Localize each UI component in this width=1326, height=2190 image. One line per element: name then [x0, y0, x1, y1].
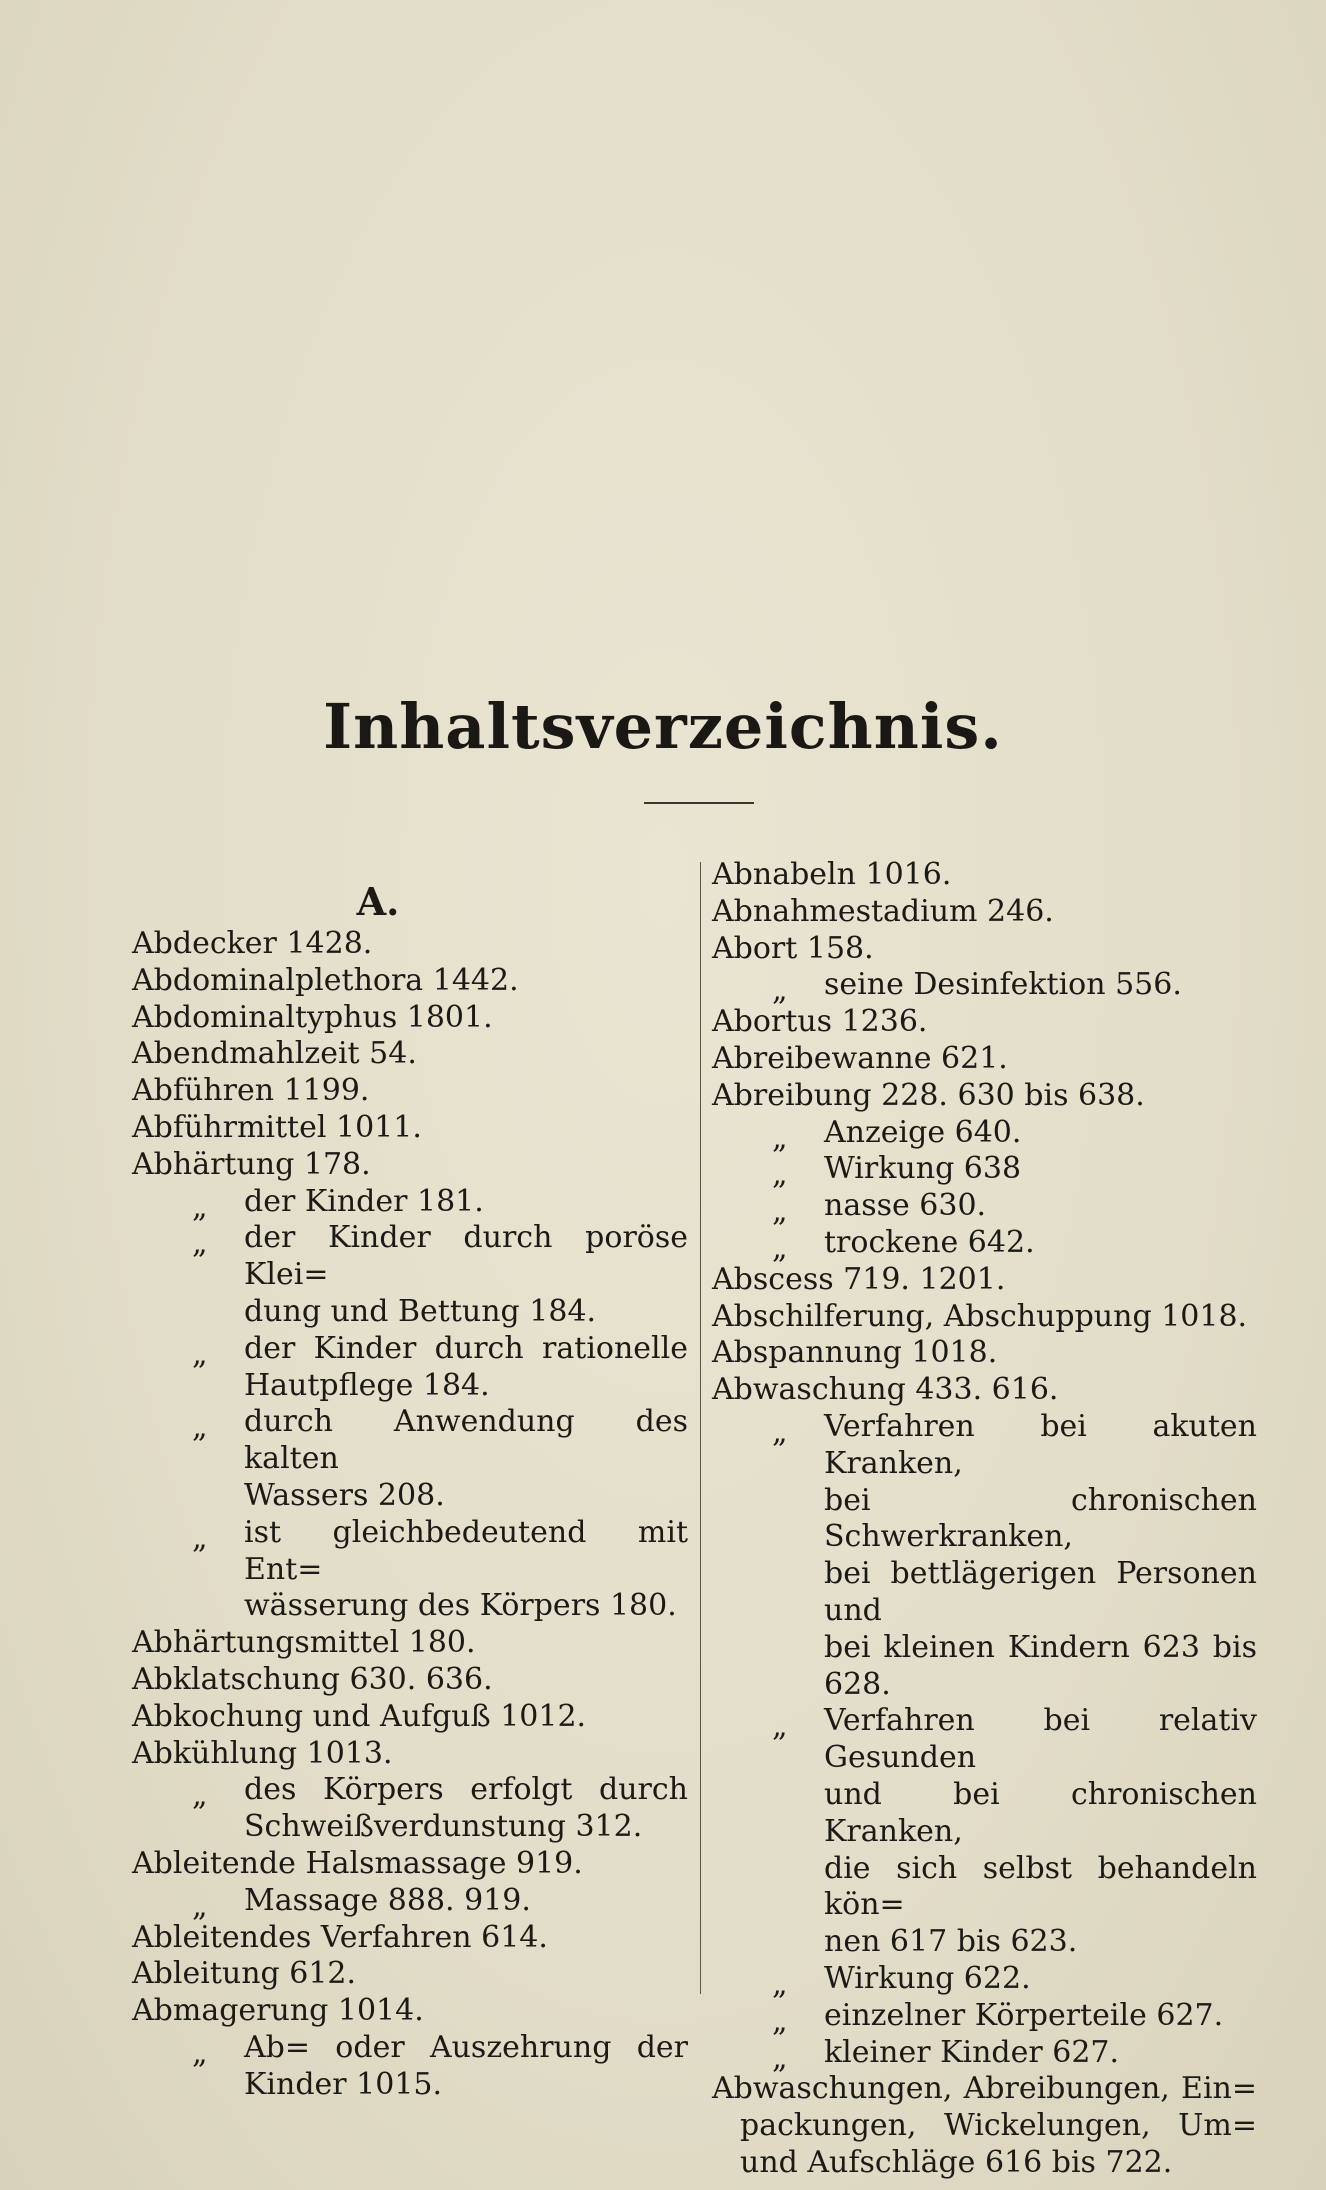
index-entry: Abschilferung, Abschuppung 1018. — [712, 1298, 1248, 1334]
index-subentry — [132, 1220, 688, 1330]
ditto-mark: „ — [192, 1226, 208, 1262]
subentry-line: Verfahren bei akuten Kranken, — [824, 1408, 1257, 1481]
index-subentry — [712, 1703, 1257, 1961]
index-entry: Abkühlung 1013. — [132, 1735, 393, 1771]
index-entry: Ableitende Halsmassage 919. — [132, 1845, 583, 1881]
entry-line: und Aufschläge 616 bis 722. — [740, 2144, 1173, 2180]
index-entry: Abdominaltyphus 1801. — [132, 999, 493, 1035]
index-subentry — [132, 1882, 688, 1924]
index-entry: Abhärtung 178. — [132, 1146, 371, 1182]
index-subentry — [132, 1515, 688, 1625]
index-subentry — [712, 1224, 1257, 1266]
subentry-line: Wirkung 638 — [824, 1151, 1022, 1187]
index-subentry — [712, 1188, 1257, 1230]
index-subentry — [712, 1114, 1257, 1156]
index-subentry — [712, 2034, 1257, 2076]
index-column-right — [712, 857, 1257, 2182]
index-subentry — [132, 2030, 688, 2104]
index-subentry — [712, 967, 1257, 1009]
index-subentry — [712, 1151, 1257, 1193]
ditto-mark: „ — [772, 1414, 788, 1450]
page-title: Inhaltsverzeichnis. — [323, 690, 1003, 763]
index-entry: Abwaschung 433. 616. — [712, 1372, 1059, 1408]
ditto-mark: „ — [772, 1966, 788, 2002]
index-entry: Abscess 719. 1201. — [712, 1261, 1006, 1297]
ditto-mark: „ — [192, 1410, 208, 1446]
entry-line: Abwaschungen, Abreibungen, Ein= — [712, 2071, 1257, 2107]
index-entry: Abnabeln 1016. — [712, 857, 952, 892]
index-entry: Abdecker 1428. — [132, 926, 373, 961]
subentry-line: bei chronischen Schwerkranken, — [824, 1482, 1257, 1555]
index-entry: Abreibung 228. 630 bis 638. — [712, 1077, 1145, 1113]
subentry-line: der Kinder 181. — [244, 1183, 484, 1219]
subentry-line: Ab= oder Auszehrung der — [244, 2029, 688, 2065]
subentry-line: durch Anwendung des kalten — [244, 1404, 688, 1477]
subentry-line: trockene 642. — [824, 1224, 1035, 1260]
subentry-line: 628. — [824, 1666, 891, 1702]
subentry-line: kleiner Kinder 627. — [824, 2034, 1120, 2070]
ditto-mark: „ — [772, 2040, 788, 2076]
ditto-mark: „ — [772, 973, 788, 1009]
subentry-line: der Kinder durch poröse Klei= — [244, 1220, 688, 1293]
subentry-line: die sich selbst behandeln kön= — [824, 1850, 1257, 1923]
subentry-line: Anzeige 640. — [824, 1114, 1022, 1150]
index-entry: Abortus 1236. — [712, 1004, 928, 1040]
index-subentry — [712, 1409, 1257, 1703]
ditto-mark: „ — [772, 1120, 788, 1156]
index-entry-multiline — [712, 2071, 1257, 2181]
column-divider — [700, 862, 701, 1994]
subentry-line: seine Desinfektion 556. — [824, 967, 1182, 1003]
index-subentry — [132, 1331, 688, 1405]
index-entry: Abreibewanne 621. — [712, 1040, 1008, 1076]
ditto-mark: „ — [192, 1189, 208, 1225]
index-entry: Abmagerung 1014. — [132, 1993, 424, 2029]
subentry-line: Schweißverdunstung 312. — [244, 1809, 643, 1845]
subentry-line: Hautpflege 184. — [244, 1367, 490, 1403]
index-entry: Abführmittel 1011. — [132, 1109, 422, 1145]
ditto-mark: „ — [192, 1888, 208, 1924]
ditto-mark: „ — [772, 1230, 788, 1266]
index-entry: Ableitendes Verfahren 614. — [132, 1919, 548, 1955]
subentry-line: ist gleichbedeutend mit Ent= — [244, 1514, 688, 1587]
ditto-mark: „ — [192, 2035, 208, 2071]
index-subentry — [132, 1404, 688, 1514]
index-column-left — [132, 878, 688, 2104]
ditto-mark: „ — [772, 1194, 788, 1230]
title-rule — [644, 802, 754, 804]
index-entry: Ableitung 612. — [132, 1956, 357, 1992]
ditto-mark: „ — [192, 1778, 208, 1814]
subentry-line: Kinder 1015. — [244, 2066, 443, 2102]
subentry-line: der Kinder durch rationelle — [244, 1330, 688, 1366]
subentry-line: Wassers 208. — [244, 1477, 445, 1513]
index-entry: Abkochung und Aufguß 1012. — [132, 1698, 587, 1734]
index-entry: Abspannung 1018. — [712, 1335, 998, 1371]
subentry-line: des Körpers erfolgt durch — [244, 1772, 688, 1808]
index-entry: Abhärtungsmittel 180. — [132, 1625, 476, 1661]
subentry-line: bei kleinen Kindern 623 bis — [824, 1629, 1257, 1665]
subentry-line: dung und Bettung 184. — [244, 1293, 597, 1329]
index-subentry — [712, 1997, 1257, 2039]
index-entry: Abführen 1199. — [132, 1073, 370, 1109]
entry-line: packungen, Wickelungen, Um= — [740, 2108, 1257, 2144]
section-letter: A. — [356, 879, 400, 924]
ditto-mark: „ — [772, 1157, 788, 1193]
subentry-line: und bei chronischen Kranken, — [824, 1776, 1257, 1849]
ditto-mark: „ — [192, 1520, 208, 1556]
subentry-line: nasse 630. — [824, 1188, 987, 1224]
subentry-line: Verfahren bei relativ Gesunden — [824, 1703, 1257, 1776]
index-subentry — [132, 1183, 688, 1225]
subentry-line: nen 617 bis 623. — [824, 1924, 1078, 1960]
subentry-line: Massage 888. 919. — [244, 1882, 531, 1918]
subentry-line: einzelner Körperteile 627. — [824, 1997, 1224, 2033]
index-subentry — [132, 1772, 688, 1846]
subentry-line: wässerung des Körpers 180. — [244, 1588, 677, 1624]
subentry-line: bei bettlägerigen Personen und — [824, 1556, 1257, 1628]
index-entry: Abdominalplethora 1442. — [132, 962, 519, 998]
ditto-mark: „ — [192, 1336, 208, 1372]
index-entry: Abort 158. — [712, 930, 874, 966]
subentry-line: Wirkung 622. — [824, 1960, 1031, 1996]
ditto-mark: „ — [772, 2003, 788, 2039]
index-entry: Abklatschung 630. 636. — [132, 1661, 493, 1697]
ditto-mark: „ — [772, 1709, 788, 1745]
index-entry: Abendmahlzeit 54. — [132, 1036, 417, 1072]
index-entry: Abnahmestadium 246. — [712, 893, 1054, 929]
index-subentry — [712, 1960, 1257, 2002]
